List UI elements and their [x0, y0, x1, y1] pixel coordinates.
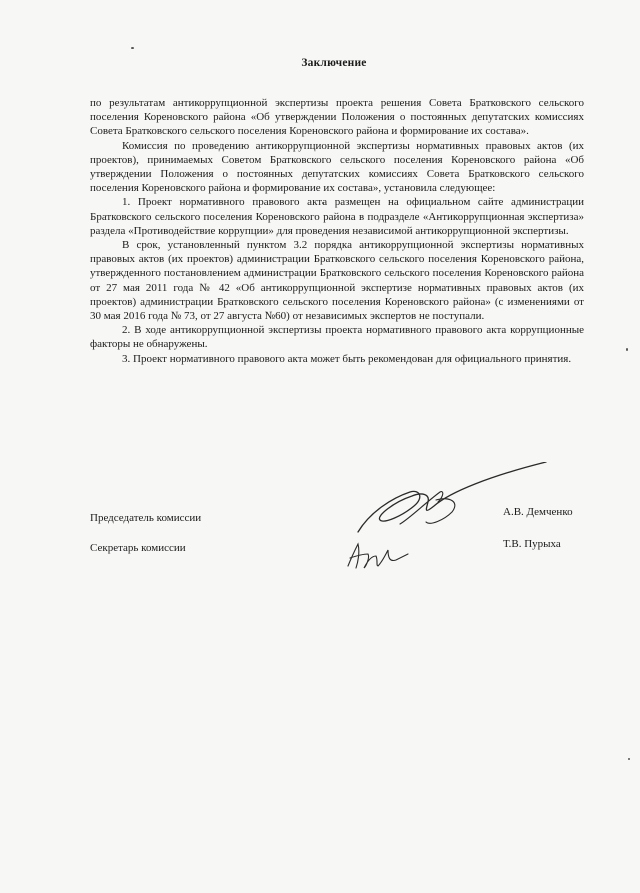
chairman-name: А.В. Демченко — [503, 506, 573, 518]
secretary-signature-image — [342, 540, 412, 574]
chairman-label: Председатель комиссии — [90, 512, 202, 524]
scan-speck — [628, 758, 630, 760]
paragraph-item-3: 3. Проект нормативного правового акта может быть рекомендован для официального принятия. — [122, 352, 572, 365]
document-body — [90, 96, 584, 366]
scan-speck — [131, 47, 134, 49]
scan-speck — [626, 348, 628, 351]
paragraph-item-1: 1. Проект нормативного правового акта размещен на официальном сайте администрации Братковского сельского поселения Кореновского района в подразделе «Антикоррупционная экспертиза» раздела «Противодействие коррупции» для проведения независимой антикоррупционной экспертизы. — [90, 196, 584, 237]
paragraph-deadline: В срок, установленный пунктом 3.2 порядка антикоррупционной экспертизы нормативных правовых актов (их проектов) администрации Братковского сельского поселения Кореновского района, утвержденного постановлением администрации Братковского сельского поселения Кореновского района от 27 мая 2011 года № 42 «Об антикоррупционной экспертизе нормативных правовых актов (их проектов) администрации Братковского сельского поселения Кореновского района» (с изменениями от 30 мая 2016 года № 73, от 27 августа №60) от независимых экспертов не поступали. — [90, 239, 584, 323]
paragraph-subject: по результатам антикоррупционной экспертизы проекта решения Совета Братковского сельского поселения Кореновского района «Об утверждении Положения о постоянных депутатских комиссиях Совета Братковского сельского поселения Кореновского района и формирование их состава». — [90, 97, 584, 138]
paragraph-item-2: 2. В ходе антикоррупционной экспертизы проекта нормативного правового акта коррупционные факторы не обнаружены. — [90, 324, 584, 351]
paragraph-commission: Комиссия по проведению антикоррупционной экспертизы нормативных правовых актов (их проектов), принимаемых Советом Братковского сельского поселения Кореновского района «Об утверждении Положения о постоянных депутатских комиссиях Совета Братковского сельского поселения Кореновского района и формирование их состава», установила следующее: — [90, 139, 584, 195]
secretary-label: Секретарь комиссии — [90, 542, 186, 554]
secretary-name: Т.В. Пурыха — [503, 538, 561, 550]
document-title: Заключение — [301, 57, 367, 69]
